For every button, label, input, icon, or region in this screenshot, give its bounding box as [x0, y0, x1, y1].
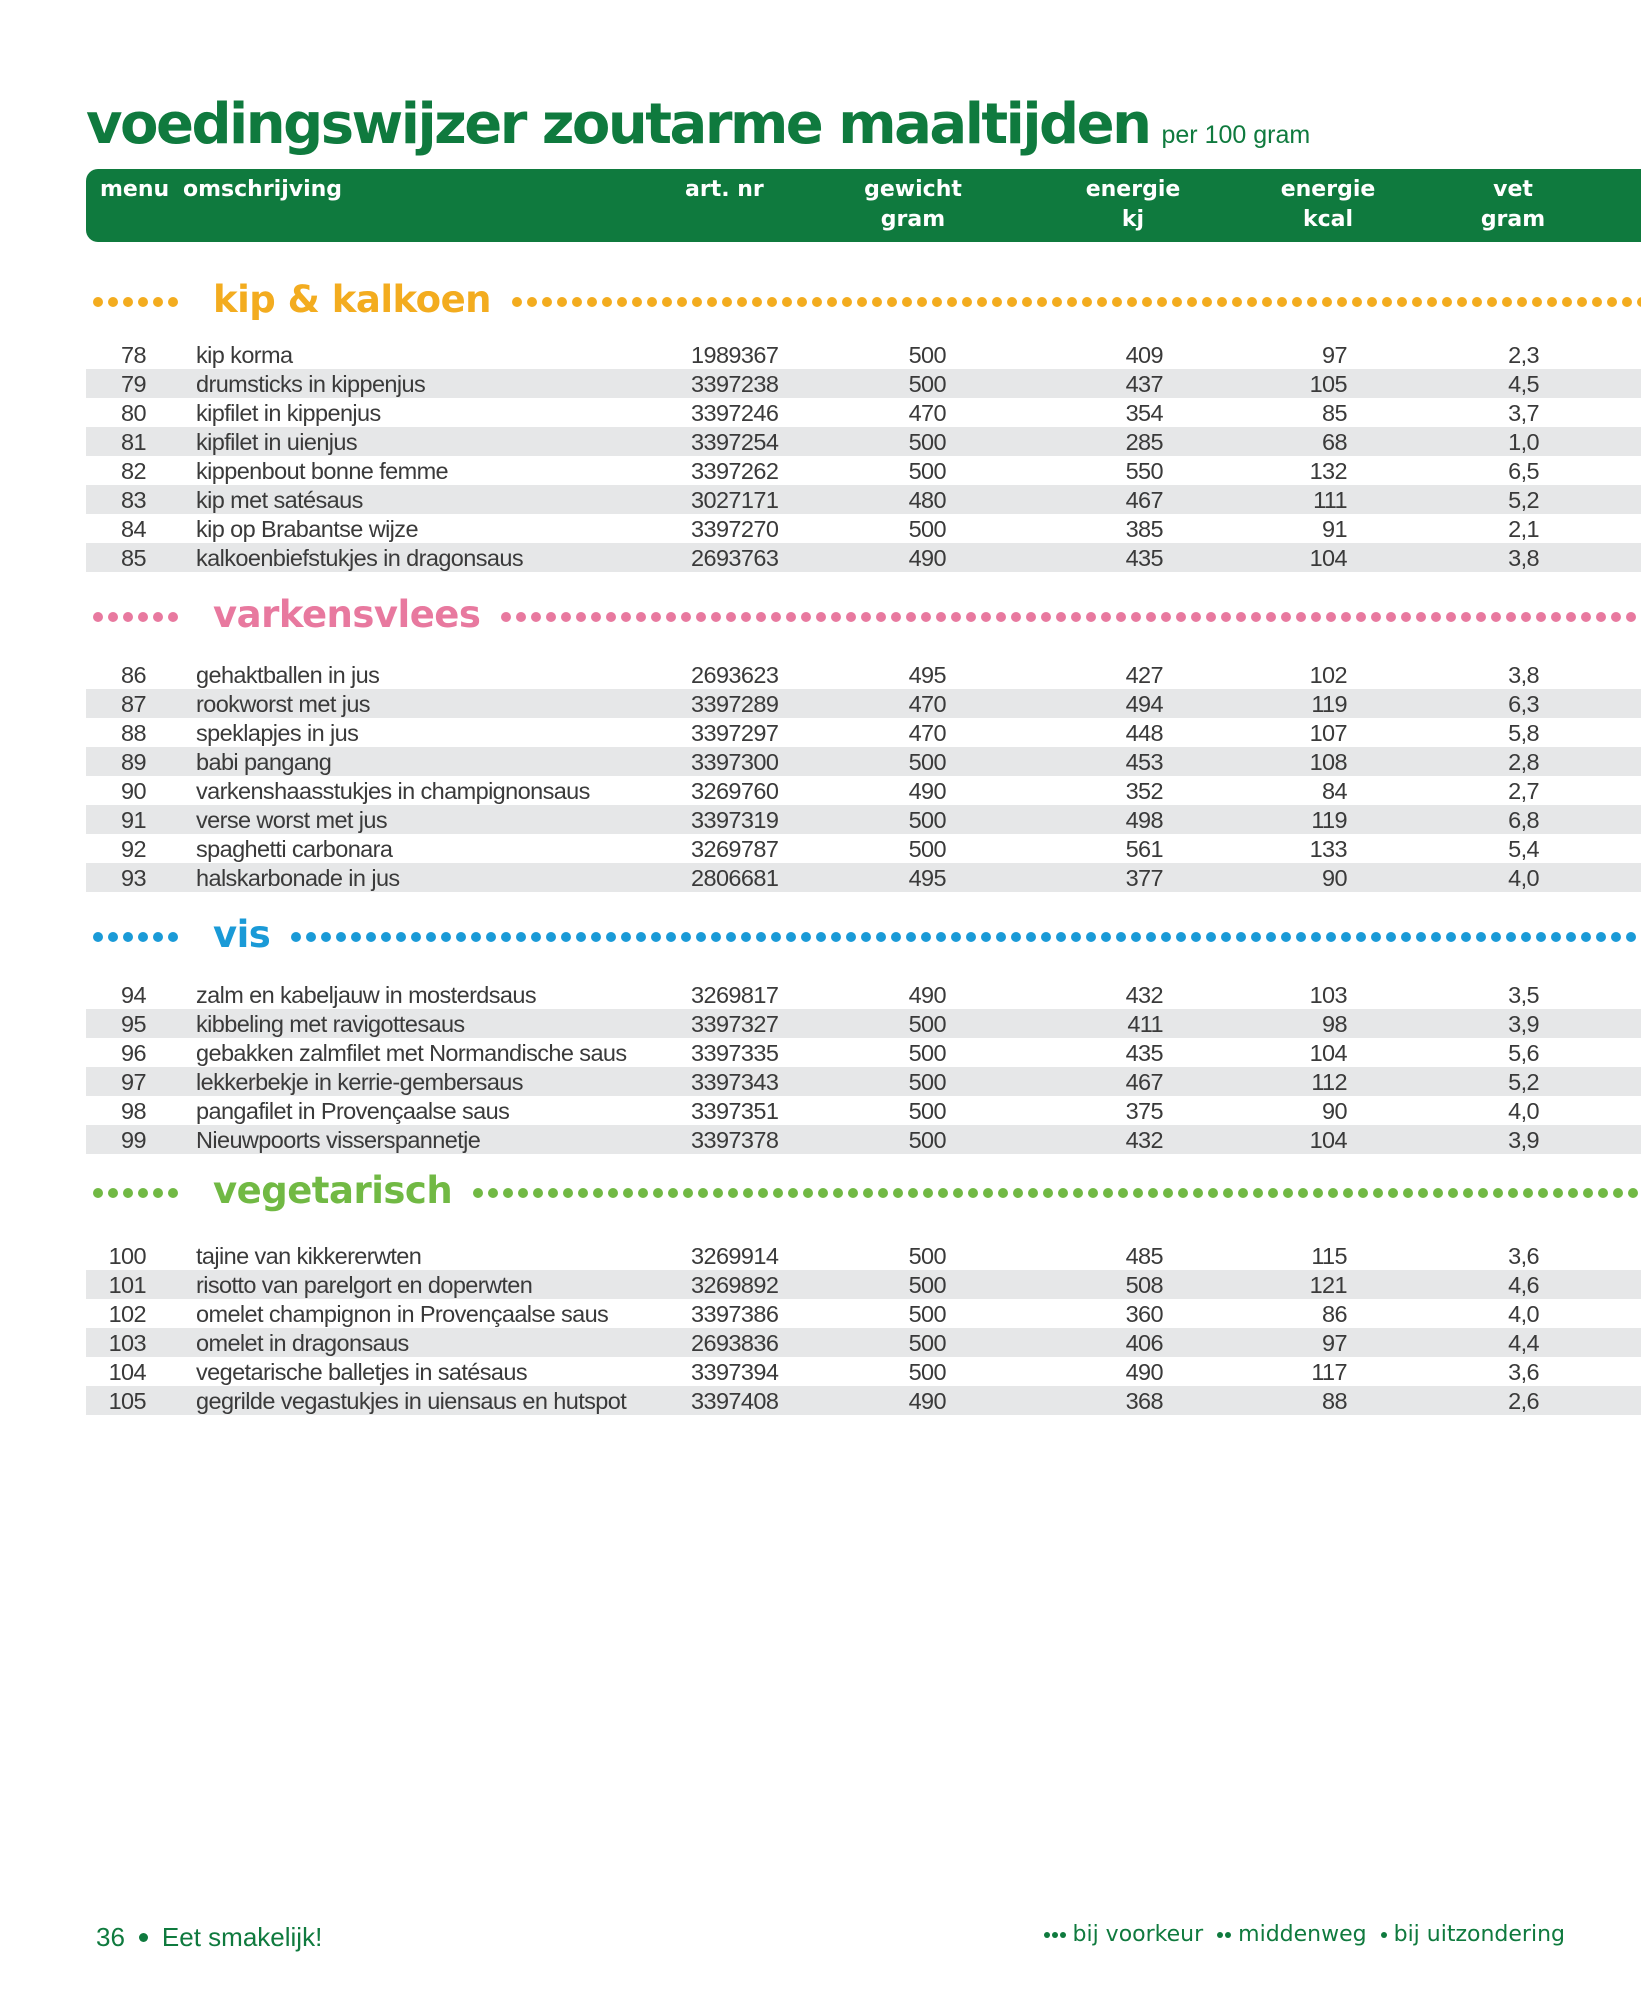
- weight-gram: 500: [908, 749, 946, 775]
- column-header-description: omschrijving: [183, 177, 343, 202]
- menu-number: 86: [121, 662, 146, 688]
- energy-kj: 377: [1125, 865, 1163, 891]
- dotted-line-right: [511, 296, 1641, 308]
- article-number: 3397327: [691, 1011, 779, 1037]
- section-heading: [86, 270, 1641, 330]
- page-number: 36: [96, 1922, 125, 1952]
- article-number: 3269914: [691, 1243, 779, 1269]
- dish-description: drumsticks in kippenjus: [196, 371, 426, 397]
- energy-kcal: 97: [1322, 1330, 1347, 1356]
- table-row: [86, 1096, 1641, 1125]
- dish-description: verse worst met jus: [196, 807, 388, 833]
- column-header-art-nr: art. nr: [685, 177, 764, 202]
- column-header-kcal-line2: kcal: [1302, 207, 1354, 232]
- legend-label: middenweg: [1238, 1922, 1367, 1947]
- dotted-line-left: [92, 931, 206, 943]
- energy-kj: 561: [1125, 836, 1163, 862]
- menu-number: 78: [121, 342, 146, 368]
- menu-number: 99: [121, 1127, 146, 1153]
- dish-description: rookworst met jus: [196, 691, 370, 717]
- table-row: [86, 427, 1641, 456]
- fat-gram: 2,3: [1508, 342, 1539, 368]
- fat-gram: 3,6: [1508, 1359, 1539, 1385]
- bullet-icon: [139, 1933, 148, 1942]
- legend-label: bij uitzondering: [1393, 1922, 1565, 1947]
- energy-kcal: 133: [1309, 836, 1347, 862]
- table-row: [86, 398, 1641, 427]
- dish-description: speklapjes in jus: [196, 720, 359, 746]
- energy-kcal: 112: [1311, 1069, 1347, 1095]
- menu-number: 79: [121, 371, 146, 397]
- article-number: 3269892: [691, 1272, 779, 1298]
- energy-kj: 494: [1125, 691, 1163, 717]
- menu-number: 91: [121, 807, 146, 833]
- dish-description: vegetarische balletjes in satésaus: [196, 1359, 527, 1385]
- dish-description: halskarbonade in jus: [196, 865, 400, 891]
- energy-kj: 453: [1125, 749, 1163, 775]
- weight-gram: 490: [908, 545, 946, 571]
- fat-gram: 2,8: [1508, 749, 1539, 775]
- fat-gram: 2,7: [1508, 778, 1539, 804]
- weight-gram: 500: [908, 429, 946, 455]
- table-row: [86, 1125, 1641, 1154]
- energy-kcal: 102: [1309, 662, 1347, 688]
- section-rows: [86, 980, 1641, 1154]
- column-header-kj-line1: energie: [1085, 177, 1181, 202]
- energy-kj: 498: [1125, 807, 1163, 833]
- energy-kcal: 104: [1309, 1040, 1347, 1066]
- weight-gram: 480: [908, 487, 946, 513]
- article-number: 3027171: [691, 487, 779, 513]
- menu-number: 104: [108, 1359, 146, 1385]
- weight-gram: 490: [908, 1388, 946, 1414]
- energy-kj: 432: [1125, 982, 1163, 1008]
- article-number: 3397270: [691, 516, 779, 542]
- dish-description: kip korma: [196, 342, 293, 368]
- column-header-gewicht-line2: gram: [880, 207, 946, 232]
- fat-gram: 4,6: [1508, 1272, 1539, 1298]
- weight-gram: 500: [908, 1330, 946, 1356]
- table-row: [86, 369, 1641, 398]
- column-header-vet-line1: vet: [1493, 177, 1533, 202]
- footer-tagline: Eet smakelijk!: [161, 1922, 323, 1952]
- energy-kcal: 97: [1322, 342, 1347, 368]
- table-row: [86, 1299, 1641, 1328]
- weight-gram: 500: [908, 1011, 946, 1037]
- table-row: [86, 747, 1641, 776]
- dish-description: kalkoenbiefstukjes in dragonsaus: [196, 545, 523, 571]
- dots-icon: [1381, 1932, 1389, 1938]
- table-row: [86, 1386, 1641, 1415]
- dotted-line-left: [92, 611, 206, 623]
- article-number: 3269760: [691, 778, 779, 804]
- section-heading: [86, 585, 1641, 645]
- dish-description: pangafilet in Provençaalse saus: [196, 1098, 510, 1124]
- weight-gram: 500: [908, 1272, 946, 1298]
- article-number: 2693836: [691, 1330, 779, 1356]
- energy-kj: 285: [1125, 429, 1163, 455]
- page-subtitle: per 100 gram: [1161, 121, 1311, 149]
- article-number: 3397289: [691, 691, 779, 717]
- article-number: 3397262: [691, 458, 779, 484]
- page-footer: [96, 1922, 322, 1953]
- energy-kcal: 108: [1309, 749, 1347, 775]
- fat-gram: 5,6: [1508, 1040, 1539, 1066]
- menu-number: 98: [121, 1098, 146, 1124]
- article-number: 3397297: [691, 720, 779, 746]
- column-header-vet: [1481, 175, 1545, 235]
- energy-kj: 467: [1125, 1069, 1163, 1095]
- energy-kcal: 84: [1322, 778, 1347, 804]
- dish-description: Nieuwpoorts visserspannetje: [196, 1127, 481, 1153]
- menu-number: 97: [121, 1069, 146, 1095]
- menu-number: 105: [108, 1388, 146, 1414]
- legend-item: [1044, 1922, 1204, 1947]
- weight-gram: 500: [908, 342, 946, 368]
- energy-kj: 437: [1125, 371, 1163, 397]
- article-number: 3397238: [691, 371, 779, 397]
- section-rows: [86, 660, 1641, 892]
- menu-number: 96: [121, 1040, 146, 1066]
- menu-number: 100: [108, 1243, 146, 1269]
- article-number: 3269787: [691, 836, 779, 862]
- article-number: 3397394: [691, 1359, 779, 1385]
- fat-gram: 3,6: [1508, 1243, 1539, 1269]
- table-row: [86, 543, 1641, 572]
- energy-kj: 432: [1125, 1127, 1163, 1153]
- fat-gram: 4,4: [1508, 1330, 1539, 1356]
- energy-kj: 485: [1125, 1243, 1163, 1269]
- dish-description: gehaktballen in jus: [196, 662, 380, 688]
- section-title: varkensvlees: [213, 593, 486, 636]
- table-row: [86, 1241, 1641, 1270]
- energy-kj: 550: [1125, 458, 1163, 484]
- menu-number: 93: [121, 865, 146, 891]
- fat-gram: 1,0: [1508, 429, 1539, 455]
- dish-description: kibbeling met ravigottesaus: [196, 1011, 465, 1037]
- table-row: [86, 660, 1641, 689]
- dish-description: kipfilet in kippenjus: [196, 400, 381, 426]
- menu-number: 88: [121, 720, 146, 746]
- section-title: vis: [213, 913, 276, 956]
- article-number: 3397300: [691, 749, 779, 775]
- fat-gram: 6,3: [1508, 691, 1539, 717]
- fat-gram: 6,5: [1508, 458, 1539, 484]
- weight-gram: 500: [908, 1040, 946, 1066]
- menu-number: 81: [121, 429, 146, 455]
- article-number: 2806681: [691, 865, 779, 891]
- energy-kj: 411: [1127, 1011, 1163, 1037]
- menu-number: 90: [121, 778, 146, 804]
- dish-description: omelet champignon in Provençaalse saus: [196, 1301, 609, 1327]
- weight-gram: 470: [908, 400, 946, 426]
- menu-number: 85: [121, 545, 146, 571]
- dish-description: zalm en kabeljauw in mosterdsaus: [196, 982, 537, 1008]
- legend-label: bij voorkeur: [1072, 1922, 1204, 1947]
- article-number: 3397254: [691, 429, 779, 455]
- table-row: [86, 863, 1641, 892]
- weight-gram: 490: [908, 982, 946, 1008]
- table-row: [86, 340, 1641, 369]
- table-row: [86, 1270, 1641, 1299]
- fat-gram: 5,4: [1508, 836, 1539, 862]
- energy-kj: 409: [1125, 342, 1163, 368]
- article-number: 1989367: [691, 342, 779, 368]
- table-row: [86, 689, 1641, 718]
- energy-kcal: 119: [1311, 807, 1347, 833]
- table-row: [86, 485, 1641, 514]
- energy-kcal: 119: [1311, 691, 1347, 717]
- energy-kj: 435: [1125, 1040, 1163, 1066]
- table-row: [86, 718, 1641, 747]
- menu-number: 94: [121, 982, 146, 1008]
- energy-kcal: 103: [1309, 982, 1347, 1008]
- section-heading: [86, 1161, 1641, 1221]
- dish-description: gebakken zalmfilet met Normandische saus: [196, 1040, 627, 1066]
- energy-kcal: 104: [1309, 1127, 1347, 1153]
- fat-gram: 3,8: [1508, 545, 1539, 571]
- energy-kcal: 88: [1322, 1388, 1347, 1414]
- energy-kcal: 132: [1309, 458, 1347, 484]
- fat-gram: 5,2: [1508, 1069, 1539, 1095]
- table-row: [86, 1009, 1641, 1038]
- fat-gram: 3,9: [1508, 1011, 1539, 1037]
- table-row: [86, 805, 1641, 834]
- dots-icon: [1044, 1932, 1068, 1938]
- fat-gram: 3,9: [1508, 1127, 1539, 1153]
- column-header-gewicht-line1: gewicht: [864, 177, 962, 202]
- energy-kj: 427: [1125, 662, 1163, 688]
- fat-gram: 4,0: [1508, 1098, 1539, 1124]
- dish-description: kippenbout bonne femme: [196, 458, 449, 484]
- dish-description: tajine van kikkererwten: [196, 1243, 422, 1269]
- weight-gram: 500: [908, 1243, 946, 1269]
- menu-number: 82: [121, 458, 146, 484]
- table-row: [86, 1038, 1641, 1067]
- menu-number: 103: [108, 1330, 146, 1356]
- fat-gram: 2,6: [1508, 1388, 1539, 1414]
- fat-gram: 2,1: [1508, 516, 1539, 542]
- dotted-line-right: [500, 611, 1641, 623]
- energy-kj: 352: [1125, 778, 1163, 804]
- weight-gram: 500: [908, 1098, 946, 1124]
- dish-description: spaghetti carbonara: [196, 836, 393, 862]
- energy-kj: 354: [1125, 400, 1163, 426]
- weight-gram: 500: [908, 1359, 946, 1385]
- dish-description: varkenshaasstukjes in champignonsaus: [196, 778, 590, 804]
- section-rows: [86, 340, 1641, 572]
- table-row: [86, 1357, 1641, 1386]
- column-header-energie-kj: [1086, 175, 1181, 235]
- page-title: voedingswijzer zoutarme maaltijden: [86, 92, 1150, 157]
- menu-number: 89: [121, 749, 146, 775]
- energy-kcal: 121: [1309, 1272, 1347, 1298]
- dots-icon: [1217, 1932, 1233, 1938]
- fat-gram: 3,8: [1508, 662, 1539, 688]
- energy-kcal: 105: [1309, 371, 1347, 397]
- energy-kcal: 68: [1322, 429, 1347, 455]
- energy-kj: 360: [1125, 1301, 1163, 1327]
- energy-kcal: 115: [1311, 1243, 1347, 1269]
- dish-description: babi pangang: [196, 749, 332, 775]
- article-number: 3397335: [691, 1040, 779, 1066]
- menu-number: 83: [121, 487, 146, 513]
- article-number: 3397351: [691, 1098, 779, 1124]
- table-row: [86, 776, 1641, 805]
- energy-kj: 385: [1125, 516, 1163, 542]
- energy-kj: 368: [1125, 1388, 1163, 1414]
- article-number: 2693763: [691, 545, 779, 571]
- energy-kcal: 90: [1322, 1098, 1347, 1124]
- fat-gram: 4,5: [1508, 371, 1539, 397]
- fat-gram: 3,5: [1508, 982, 1539, 1008]
- energy-kcal: 104: [1309, 545, 1347, 571]
- article-number: 2693623: [691, 662, 779, 688]
- energy-kj: 448: [1125, 720, 1163, 746]
- energy-kj: 435: [1125, 545, 1163, 571]
- energy-kj: 490: [1125, 1359, 1163, 1385]
- dish-description: risotto van parelgort en doperwten: [196, 1272, 533, 1298]
- weight-gram: 500: [908, 1127, 946, 1153]
- section-heading: [86, 905, 1641, 965]
- weight-gram: 500: [908, 1069, 946, 1095]
- weight-gram: 470: [908, 720, 946, 746]
- energy-kcal: 98: [1322, 1011, 1347, 1037]
- energy-kcal: 117: [1311, 1359, 1347, 1385]
- column-header-menu: menu: [100, 177, 170, 202]
- dish-description: kip op Brabantse wijze: [196, 516, 418, 542]
- table-row: [86, 456, 1641, 485]
- weight-gram: 500: [908, 836, 946, 862]
- table-row: [86, 980, 1641, 1009]
- weight-gram: 470: [908, 691, 946, 717]
- weight-gram: 500: [908, 458, 946, 484]
- weight-gram: 490: [908, 778, 946, 804]
- column-header-energie-kcal: [1281, 175, 1376, 235]
- table-row: [86, 1328, 1641, 1357]
- energy-kj: 508: [1125, 1272, 1163, 1298]
- dotted-line-right: [290, 931, 1641, 943]
- energy-kj: 406: [1125, 1330, 1163, 1356]
- table-row: [86, 514, 1641, 543]
- dotted-line-right: [472, 1187, 1641, 1199]
- fat-gram: 3,7: [1508, 400, 1539, 426]
- fat-gram: 5,8: [1508, 720, 1539, 746]
- energy-kcal: 107: [1309, 720, 1347, 746]
- page-title-row: [86, 92, 1310, 157]
- menu-number: 95: [121, 1011, 146, 1037]
- dish-description: kip met satésaus: [196, 487, 363, 513]
- energy-kj: 467: [1125, 487, 1163, 513]
- energy-kcal: 86: [1322, 1301, 1347, 1327]
- column-header-gewicht: [864, 175, 962, 235]
- table-header: [86, 169, 1641, 242]
- dish-description: gegrilde vegastukjes in uiensaus en hutspot: [196, 1388, 627, 1414]
- article-number: 3397246: [691, 400, 779, 426]
- article-number: 3397319: [691, 807, 779, 833]
- table-row: [86, 1067, 1641, 1096]
- menu-number: 87: [121, 691, 146, 717]
- section-title: vegetarisch: [213, 1169, 458, 1212]
- fat-gram: 4,0: [1508, 1301, 1539, 1327]
- weight-gram: 495: [908, 865, 946, 891]
- legend-item: [1381, 1922, 1565, 1947]
- energy-kcal: 90: [1322, 865, 1347, 891]
- article-number: 3397378: [691, 1127, 779, 1153]
- dotted-line-left: [92, 296, 206, 308]
- energy-kcal: 85: [1322, 400, 1347, 426]
- dish-description: kipfilet in uienjus: [196, 429, 358, 455]
- article-number: 3397343: [691, 1069, 779, 1095]
- menu-number: 101: [108, 1272, 146, 1298]
- section-rows: [86, 1241, 1641, 1415]
- article-number: 3269817: [691, 982, 779, 1008]
- column-header-vet-line2: gram: [1480, 207, 1546, 232]
- energy-kcal: 91: [1322, 516, 1347, 542]
- article-number: 3397408: [691, 1388, 779, 1414]
- column-header-kj-line2: kj: [1121, 207, 1145, 232]
- fat-gram: 6,8: [1508, 807, 1539, 833]
- weight-gram: 500: [908, 516, 946, 542]
- dish-description: omelet in dragonsaus: [196, 1330, 409, 1356]
- section-title: kip & kalkoen: [213, 278, 497, 321]
- weight-gram: 500: [908, 807, 946, 833]
- column-header-kcal-line1: energie: [1280, 177, 1376, 202]
- weight-gram: 495: [908, 662, 946, 688]
- fat-gram: 4,0: [1508, 865, 1539, 891]
- table-row: [86, 834, 1641, 863]
- menu-number: 80: [121, 400, 146, 426]
- menu-number: 84: [121, 516, 146, 542]
- article-number: 3397386: [691, 1301, 779, 1327]
- legend: [1030, 1922, 1566, 1947]
- weight-gram: 500: [908, 371, 946, 397]
- energy-kcal: 111: [1313, 487, 1347, 513]
- menu-number: 92: [121, 836, 146, 862]
- weight-gram: 500: [908, 1301, 946, 1327]
- legend-item: [1217, 1922, 1366, 1947]
- dish-description: lekkerbekje in kerrie-gembersaus: [196, 1069, 523, 1095]
- menu-number: 102: [108, 1301, 146, 1327]
- dotted-line-left: [92, 1187, 206, 1199]
- energy-kj: 375: [1125, 1098, 1163, 1124]
- fat-gram: 5,2: [1508, 487, 1539, 513]
